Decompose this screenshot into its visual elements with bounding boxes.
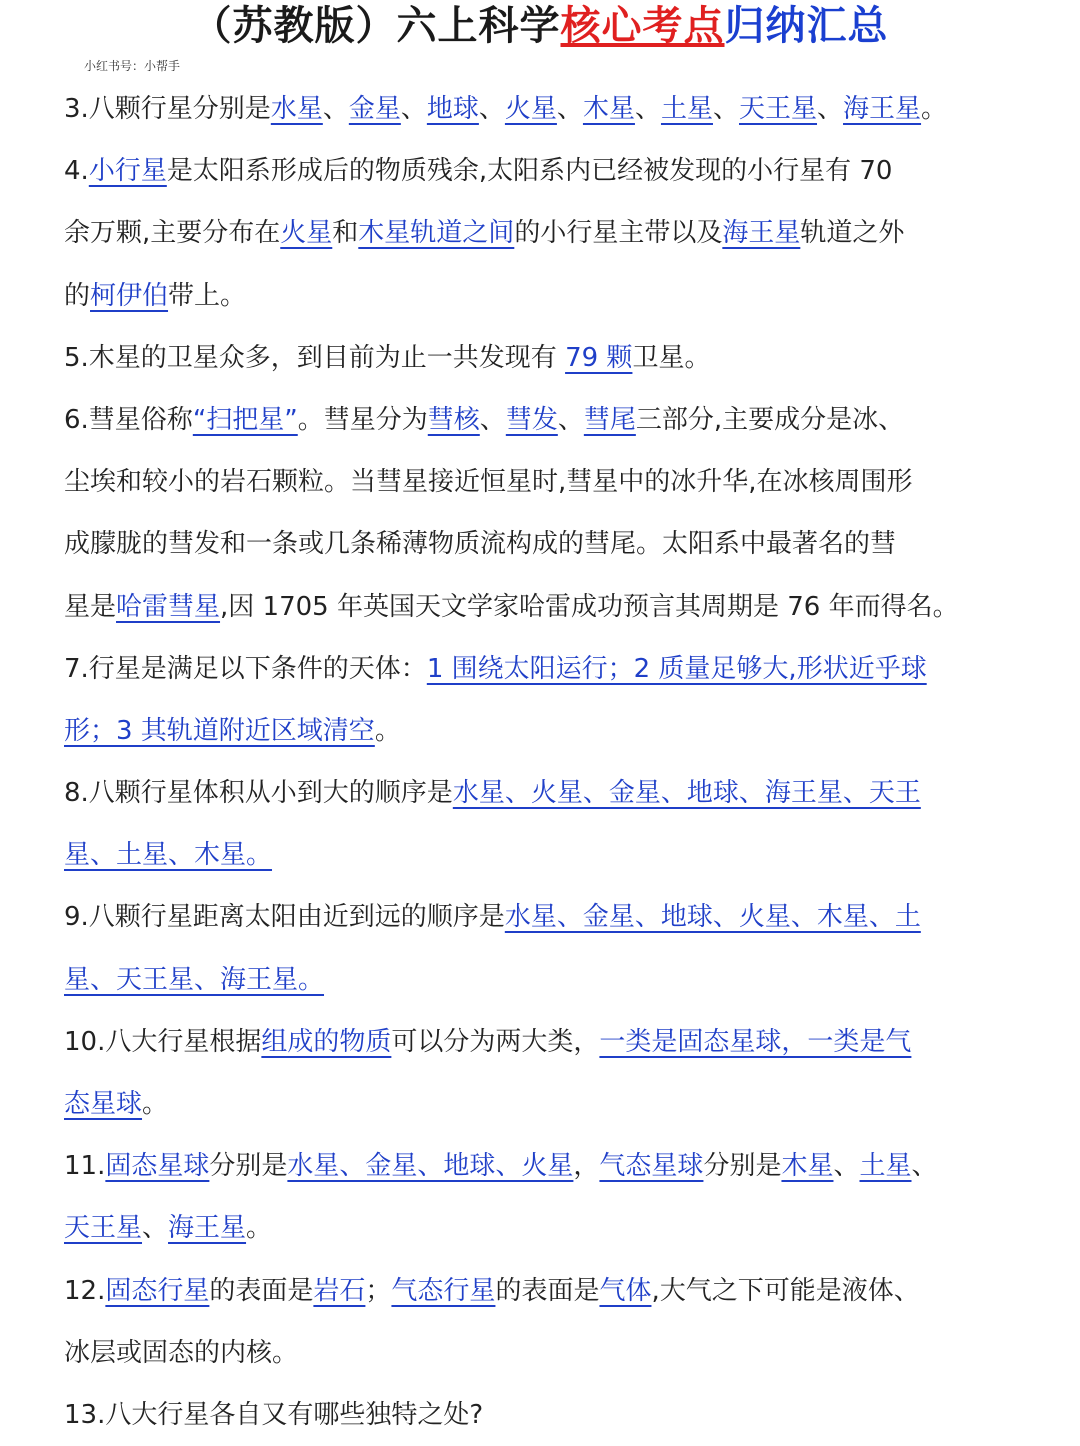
text-segment: 星是 — [64, 591, 117, 622]
text-line — [64, 1011, 1044, 1073]
highlighted-term: 火星 — [504, 94, 557, 124]
text-line — [64, 389, 1044, 451]
text-line — [64, 140, 1044, 202]
text-segment: 分别是 — [703, 1151, 782, 1182]
text-segment: 。 — [142, 1089, 169, 1119]
highlighted-term: 1 围绕太阳运行；2 质量足够大,形状近乎球 — [426, 653, 927, 684]
highlighted-term: 土星 — [660, 94, 713, 124]
source-tag: 小红书号：小帮手 — [84, 59, 181, 73]
highlighted-term: 组成的物质 — [261, 1026, 392, 1057]
highlighted-term: 木星 — [582, 94, 635, 124]
highlighted-term: 态星球 — [64, 1089, 143, 1119]
text-segment: 、 — [479, 404, 506, 435]
text-segment: 、 — [322, 94, 349, 124]
text-line — [64, 638, 1044, 700]
text-segment: 三部分,主要成分是冰、 — [635, 404, 905, 435]
text-segment: 是太阳系形成后的物质残余,太阳系内已经被发现的小行星有 70 — [166, 156, 893, 187]
text-segment: 的表面是 — [495, 1275, 600, 1306]
highlighted-term: 彗尾 — [583, 404, 636, 435]
highlighted-term: 固态星球 — [105, 1151, 210, 1182]
text-segment: 可以分为两大类， — [391, 1026, 600, 1057]
text-segment: 。 — [921, 94, 948, 124]
text-segment: 。 — [374, 715, 401, 746]
text-line — [64, 1322, 1044, 1384]
text-line — [64, 1197, 1044, 1259]
text-segment: 带上。 — [168, 280, 247, 311]
highlighted-term: 岩石 — [313, 1275, 366, 1306]
text-segment: 、 — [142, 1213, 169, 1244]
text-segment: 11. — [64, 1151, 106, 1182]
highlighted-term: 海王星 — [843, 94, 922, 124]
highlighted-term: 气体 — [599, 1275, 652, 1306]
text-segment: 分别是 — [209, 1151, 288, 1182]
text-segment: 5.木星的卫星众多，到目前为止一共发现有 — [64, 342, 566, 373]
highlighted-term: 海王星 — [168, 1213, 247, 1244]
text-segment: 、 — [478, 94, 505, 124]
text-segment: 成朦胧的彗发和一条或几条稀薄物质流构成的彗尾。太阳系中最著名的彗 — [64, 529, 897, 560]
text-segment: 尘埃和较小的岩石颗粒。当彗星接近恒星时,彗星中的冰升华,在冰核周围形 — [64, 467, 913, 498]
text-segment: 、 — [833, 1151, 860, 1182]
highlighted-term: 土星 — [859, 1151, 912, 1182]
highlighted-term: 天王星 — [739, 94, 818, 124]
text-segment: 余万颗,主要分布在 — [64, 218, 281, 249]
highlighted-term: 海王星 — [722, 218, 801, 249]
text-segment: 。彗星分为 — [297, 404, 428, 435]
highlighted-term: 星、天王星、海王星。 — [64, 964, 325, 995]
text-segment: ,大气之下可能是液体、 — [651, 1275, 920, 1306]
highlighted-term: 哈雷彗星 — [116, 591, 221, 622]
text-segment: 的 — [64, 280, 91, 311]
text-segment: 12. — [64, 1275, 106, 1306]
text-segment: 、 — [712, 94, 739, 124]
notes-body — [64, 78, 1044, 1446]
highlighted-term: 柯伊伯 — [90, 280, 169, 311]
text-line — [64, 762, 1044, 824]
highlighted-term: 79 颗 — [565, 342, 633, 373]
text-line — [64, 700, 1044, 762]
text-segment: 7.行星是满足以下条件的天体： — [64, 653, 427, 684]
highlighted-term: 形；3 其轨道附近区域清空 — [64, 715, 375, 746]
text-segment: 、 — [911, 1151, 938, 1182]
text-segment: 和 — [332, 218, 359, 249]
text-line — [64, 949, 1044, 1011]
text-segment: 3.八颗行星分别是 — [64, 94, 271, 124]
highlighted-term: 水星、金星、地球、火星、木星、土 — [504, 902, 921, 933]
text-segment: 、 — [400, 94, 427, 124]
text-segment: 冰层或固态的内核。 — [64, 1337, 299, 1368]
title-part-2-highlight: 核心考点 — [560, 3, 725, 49]
text-segment: 、 — [817, 94, 844, 124]
text-segment: 6.彗星俗称 — [64, 404, 193, 435]
highlighted-term: 彗发 — [505, 404, 558, 435]
title-part-1: （苏教版）六上科学 — [191, 3, 561, 49]
highlighted-term: 水星、金星、地球、火星 — [287, 1151, 574, 1182]
highlighted-term: 气态星球 — [599, 1151, 704, 1182]
text-line — [64, 78, 1044, 140]
highlighted-term: 水星 — [270, 94, 323, 124]
highlighted-term: 火星 — [280, 218, 333, 249]
text-segment: 的表面是 — [209, 1275, 314, 1306]
text-segment: 轨道之外 — [800, 218, 905, 249]
text-segment: ,因 1705 年英国天文学家哈雷成功预言其周期是 76 年而得名。 — [220, 591, 959, 622]
text-line — [64, 576, 1044, 638]
highlighted-term: 木星 — [781, 1151, 834, 1182]
text-segment: 、 — [634, 94, 661, 124]
title-part-3: 归纳汇总 — [724, 3, 889, 49]
highlighted-term: 天王星 — [64, 1213, 143, 1244]
text-line — [64, 265, 1044, 327]
page-title — [0, 0, 1080, 52]
text-segment: 9.八颗行星距离太阳由近到远的顺序是 — [64, 902, 505, 933]
text-line — [64, 1260, 1044, 1322]
text-segment: 10.八大行星根据 — [64, 1026, 262, 1057]
text-segment: 卫星。 — [632, 342, 711, 373]
text-line — [64, 1384, 1044, 1446]
highlighted-term: 固态行星 — [105, 1275, 210, 1306]
highlighted-term: 地球 — [426, 94, 479, 124]
text-segment: 。 — [246, 1213, 273, 1244]
highlighted-term: 星、土星、木星。 — [64, 840, 273, 871]
highlighted-term: 木星轨道之间 — [358, 218, 515, 249]
text-segment: ， — [573, 1151, 600, 1182]
highlighted-term: 金星 — [348, 94, 401, 124]
text-line — [64, 824, 1044, 886]
text-segment: 4. — [64, 156, 89, 187]
highlighted-term: “扫把星” — [192, 404, 298, 435]
text-segment: 8.八颗行星体积从小到大的顺序是 — [64, 778, 453, 809]
text-line — [64, 327, 1044, 389]
text-segment: ； — [365, 1275, 392, 1306]
highlighted-term: 彗核 — [427, 404, 480, 435]
highlighted-term: 一类是固态星球，一类是气 — [599, 1026, 912, 1057]
highlighted-term: 气态行星 — [391, 1275, 496, 1306]
text-segment: 的小行星主带以及 — [514, 218, 723, 249]
text-segment: 13.八大行星各自又有哪些独特之处? — [64, 1399, 484, 1430]
text-line — [64, 202, 1044, 264]
highlighted-term: 小行星 — [88, 156, 167, 187]
highlighted-term: 水星、火星、金星、地球、海王星、天王 — [452, 778, 921, 809]
text-line — [64, 886, 1044, 948]
text-line — [64, 451, 1044, 513]
text-segment: 、 — [556, 94, 583, 124]
text-segment: 、 — [557, 404, 584, 435]
text-line — [64, 1135, 1044, 1197]
text-line — [64, 1073, 1044, 1135]
text-line — [64, 513, 1044, 575]
